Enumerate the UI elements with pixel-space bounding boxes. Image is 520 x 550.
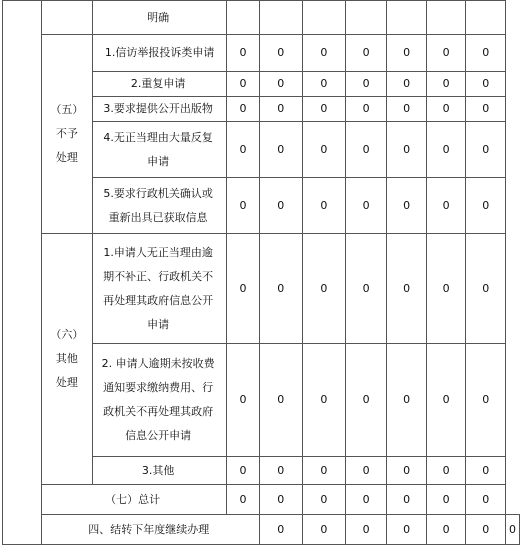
- label-line: 重新出具已获取信息: [108, 210, 208, 224]
- statistics-table: [2, 0, 520, 545]
- value-cell: 0: [345, 97, 386, 122]
- value-cell: 0: [259, 97, 302, 122]
- value-cell: 0: [426, 178, 466, 234]
- value-cell: 0: [345, 35, 386, 72]
- value-cell: 0: [426, 515, 466, 545]
- value-cell: 0: [466, 515, 506, 545]
- row-label: [92, 234, 227, 344]
- value-cell: 0: [345, 122, 386, 178]
- outer-blank-cell: [3, 1, 42, 545]
- value-cell: 0: [426, 344, 466, 457]
- label-line: 3.要求提供公开出版物: [103, 102, 213, 115]
- blank-cell: [41, 1, 92, 35]
- label-line: 2. 申请人逾期未按收费: [101, 357, 215, 370]
- value-cell: 0: [466, 97, 506, 122]
- value-cell: 0: [227, 122, 259, 178]
- value-cell: 0: [302, 122, 345, 178]
- value-cell: 0: [466, 178, 506, 234]
- value-cell: 0: [227, 97, 259, 122]
- value-cell: 0: [426, 234, 466, 344]
- value-cell: 0: [302, 344, 345, 457]
- value-cell: 0: [466, 485, 506, 515]
- value-cell: 0: [466, 122, 506, 178]
- label-line: 申请: [147, 154, 170, 168]
- value-cell: 0: [227, 485, 259, 515]
- value-cell: 0: [345, 457, 386, 485]
- value-cell: 0: [259, 234, 302, 344]
- value-cell: 0: [466, 35, 506, 72]
- value-cell: 0: [345, 178, 386, 234]
- value-cell: 0: [227, 178, 259, 234]
- label-line: 申请: [147, 317, 170, 331]
- value-cell: 0: [227, 344, 259, 457]
- label-line: 再处理其政府信息公开: [103, 293, 214, 307]
- value-cell: 0: [387, 97, 427, 122]
- table-row-header-continuation: [3, 1, 520, 35]
- value-cell: 0: [345, 485, 386, 515]
- category-line: （六）: [50, 328, 84, 341]
- value-cell: 0: [345, 72, 386, 97]
- value-cell: 0: [426, 97, 466, 122]
- label-line: 3.其他: [141, 463, 175, 477]
- row-label: [92, 178, 227, 234]
- value-cell: 0: [302, 97, 345, 122]
- label-line: 4.无正当理由大量反复: [103, 130, 213, 144]
- value-cell: 0: [302, 35, 345, 72]
- value-cell: 0: [426, 35, 466, 72]
- value-cell: [426, 1, 466, 35]
- value-cell: 0: [506, 515, 520, 545]
- value-cell: 0: [302, 234, 345, 344]
- value-cell: 0: [387, 178, 427, 234]
- value-cell: 0: [227, 457, 259, 485]
- row-label: [92, 72, 227, 97]
- value-cell: [387, 1, 427, 35]
- value-cell: 0: [387, 72, 427, 97]
- value-cell: 0: [387, 234, 427, 344]
- value-cell: 0: [387, 515, 427, 545]
- value-cell: 0: [302, 178, 345, 234]
- value-cell: 0: [345, 234, 386, 344]
- value-cell: 0: [302, 515, 345, 545]
- label-line: 通知要求缴纳费用、行: [103, 381, 214, 394]
- value-cell: 0: [466, 234, 506, 344]
- value-cell: 0: [259, 72, 302, 97]
- table-row: [3, 234, 520, 344]
- label-line: 2.重复申请: [130, 77, 186, 90]
- value-cell: 0: [345, 344, 386, 457]
- label-line: 政机关不再处理其政府: [103, 405, 214, 418]
- value-cell: [345, 1, 386, 35]
- value-cell: 0: [387, 35, 427, 72]
- row-label: [92, 344, 227, 457]
- category-line: 其他: [55, 352, 78, 365]
- value-cell: 0: [259, 457, 302, 485]
- value-cell: 0: [466, 344, 506, 457]
- row-label: [92, 122, 227, 178]
- row-label-cont: 明确: [92, 1, 227, 35]
- value-cell: 0: [302, 485, 345, 515]
- category-not-processed: [41, 35, 92, 234]
- label-line: 5.要求行政机关确认或: [103, 186, 213, 200]
- value-cell: 0: [259, 122, 302, 178]
- value-cell: 0: [466, 72, 506, 97]
- value-cell: 0: [387, 122, 427, 178]
- value-cell: 0: [345, 515, 386, 545]
- category-line: 处理: [55, 376, 78, 389]
- carryover-label: 四、结转下年度继续办理: [41, 515, 259, 545]
- label-line: 期不补正、行政机关不: [103, 269, 214, 283]
- value-cell: 0: [426, 485, 466, 515]
- total-label: （七）总计: [41, 485, 226, 515]
- row-label: [92, 97, 227, 122]
- row-label: [92, 35, 227, 72]
- category-line: 处理: [55, 151, 78, 164]
- value-cell: 0: [259, 485, 302, 515]
- table-row: [3, 35, 520, 72]
- value-cell: 0: [227, 72, 259, 97]
- value-cell: 0: [302, 457, 345, 485]
- label-line: 1.申请人无正当理由逾: [103, 245, 213, 259]
- value-cell: 0: [426, 457, 466, 485]
- value-cell: [227, 1, 259, 35]
- category-other-processing: [41, 234, 92, 485]
- value-cell: 0: [227, 234, 259, 344]
- value-cell: 0: [259, 515, 302, 545]
- value-cell: [466, 1, 506, 35]
- value-cell: [259, 1, 302, 35]
- table-row-total: [3, 485, 520, 515]
- category-line: （五）: [50, 103, 84, 116]
- value-cell: 0: [387, 457, 427, 485]
- value-cell: 0: [302, 72, 345, 97]
- row-label: [92, 457, 227, 485]
- value-cell: 0: [259, 178, 302, 234]
- label-line: 1.信访举报投诉类申请: [104, 46, 215, 59]
- value-cell: [302, 1, 345, 35]
- value-cell: 0: [387, 344, 427, 457]
- table-row-carryover: [3, 515, 520, 545]
- label-line: 信息公开申请: [125, 429, 192, 442]
- value-cell: 0: [227, 35, 259, 72]
- value-cell: 0: [466, 457, 506, 485]
- value-cell: 0: [259, 35, 302, 72]
- value-cell: 0: [259, 344, 302, 457]
- value-cell: 0: [426, 72, 466, 97]
- category-line: 不予: [55, 127, 78, 140]
- value-cell: 0: [387, 485, 427, 515]
- value-cell: 0: [426, 122, 466, 178]
